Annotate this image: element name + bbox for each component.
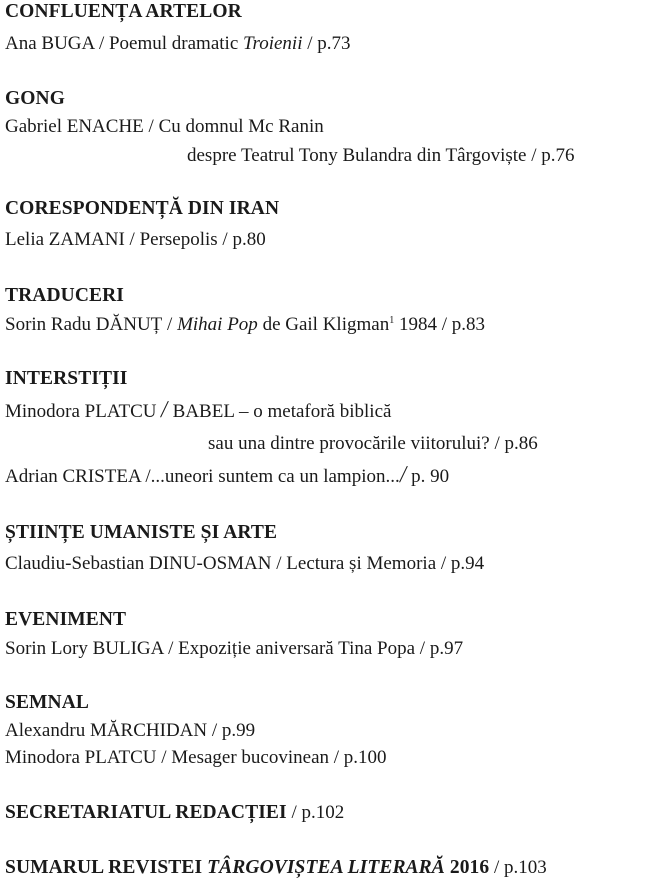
entry-title-cont: sau una dintre provocările viitorului? (208, 433, 490, 454)
entry-author: Ana BUGA (5, 33, 95, 54)
toc-entry[interactable] (5, 228, 266, 252)
entry-page: / p.94 (436, 553, 485, 574)
entry-separator: / (163, 638, 179, 659)
section-heading: TRADUCERI (5, 285, 124, 306)
entry-title-cont: despre Teatrul Tony Bulandra din Târgoviște (187, 145, 527, 166)
entry-separator-2: / (397, 462, 409, 488)
entry-title: Poemul dramatic (108, 33, 244, 54)
toc-entry-continuation[interactable] (187, 144, 574, 168)
section-heading: SEMNAL (5, 692, 90, 713)
entry-page: p. 90 (406, 466, 450, 487)
entry-title-year: 1984 (394, 314, 437, 335)
section-heading: CONFLUENȚA ARTELOR (5, 1, 242, 22)
entry-title: BABEL – o metaforă biblică (167, 401, 392, 422)
toc-entry[interactable] (5, 313, 485, 337)
section-heading: ȘTIINȚE UMANISTE ȘI ARTE (5, 522, 278, 543)
section-heading: SECRETARIATUL REDACȚIEI (5, 802, 287, 823)
entry-page: / p.83 (436, 314, 485, 335)
toc-entry[interactable] (5, 115, 324, 139)
entry-title: de Gail Kligman (257, 314, 390, 335)
section-heading-italic: TÂRGOVIȘTEA LITERARĂ (207, 857, 445, 878)
entry-author: Minodora PLATCU (5, 747, 157, 768)
entry-separator: / (156, 747, 172, 768)
entry-author: Sorin Radu DĂNUȚ (5, 314, 163, 335)
toc-entry[interactable] (5, 32, 351, 56)
entry-title: ...uneori suntem ca un lampion... (150, 466, 400, 487)
toc-entry[interactable] (5, 552, 484, 576)
entry-title: Cu domnul Mc Ranin (158, 116, 324, 137)
toc-entry[interactable] (5, 398, 391, 424)
entry-separator: / (143, 116, 159, 137)
entry-title-italic: Mihai Pop (177, 314, 258, 335)
toc-entry[interactable] (5, 746, 387, 770)
entry-author: Sorin Lory BULIGA (5, 638, 164, 659)
entry-page: / p.100 (329, 747, 387, 768)
entry-title: Mesager bucovinean (171, 747, 330, 768)
entry-page: / p.76 (526, 145, 575, 166)
footnote-marker: 1 (389, 315, 395, 326)
entry-page: / p.80 (217, 229, 266, 250)
toc-entry[interactable] (5, 801, 344, 825)
entry-title-italic: Troienii (243, 33, 303, 54)
toc-entry[interactable] (5, 856, 547, 880)
entry-author: Adrian CRISTEA (5, 466, 141, 487)
entry-author: Minodora PLATCU (5, 401, 157, 422)
entry-separator: / (159, 397, 170, 423)
entry-author: Claudiu-Sebastian DINU-OSMAN (5, 553, 272, 574)
entry-page: / p.97 (415, 638, 464, 659)
entry-page: / p.86 (489, 433, 538, 454)
entry-separator: / (162, 314, 178, 335)
entry-title: Persepolis (139, 229, 218, 250)
entry-page: / p.73 (302, 33, 351, 54)
entry-author: Alexandru MĂRCHIDAN (5, 720, 208, 741)
toc-entry[interactable] (5, 637, 463, 661)
section-heading: GONG (5, 88, 65, 109)
entry-author: Lelia ZAMANI (5, 229, 125, 250)
entry-title: Lectura și Memoria (286, 553, 437, 574)
section-heading: CORESPONDENȚĂ DIN IRAN (5, 198, 280, 219)
entry-separator: / (140, 466, 151, 487)
entry-separator: / (124, 229, 140, 250)
entry-page: / p.103 (489, 857, 547, 878)
section-heading: EVENIMENT (5, 609, 127, 630)
section-heading: INTERSTIȚII (5, 368, 128, 389)
section-heading: SUMARUL REVISTEI (5, 857, 208, 878)
entry-separator: / (94, 33, 109, 54)
entry-separator: / (271, 553, 287, 574)
toc-entry[interactable] (5, 463, 449, 489)
entry-page: / p.99 (207, 720, 256, 741)
entry-page: / p.102 (286, 802, 345, 823)
section-heading-year: 2016 (444, 857, 490, 878)
toc-entry-continuation[interactable] (208, 432, 538, 456)
entry-author: Gabriel ENACHE (5, 116, 144, 137)
toc-entry[interactable] (5, 719, 255, 743)
entry-title: Expoziție aniversară Tina Popa (178, 638, 416, 659)
